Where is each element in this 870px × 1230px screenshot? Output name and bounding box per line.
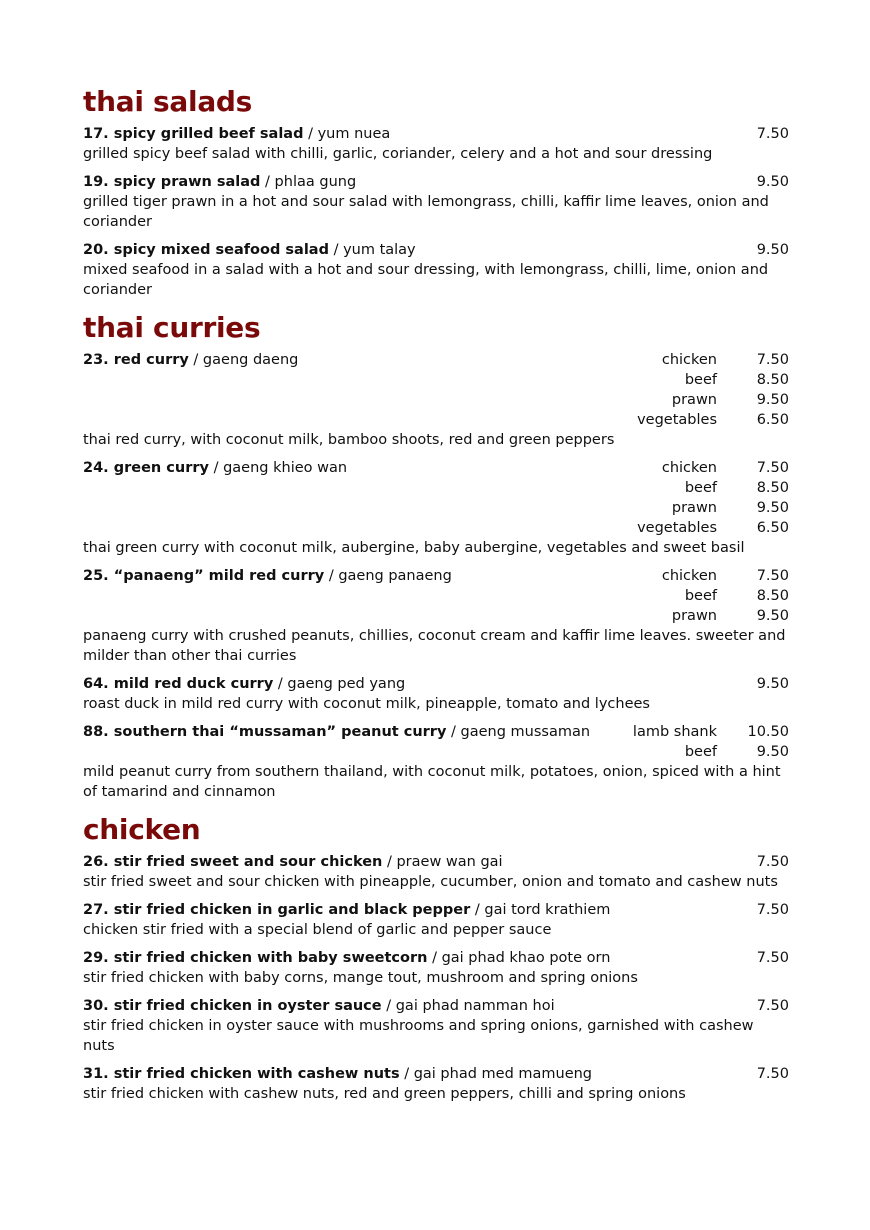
- menu-page: [83, 82, 789, 1112]
- item-thai-name: / yum talay: [328, 242, 416, 258]
- option-price: 9.50: [756, 500, 789, 516]
- item-price: 9.50: [756, 676, 789, 692]
- item-name: 24. green curry: [83, 460, 209, 476]
- menu-item: [83, 852, 789, 892]
- menu-item: [83, 350, 789, 450]
- item-name: 27. stir fried chicken in garlic and black pepper: [83, 902, 471, 918]
- section-title: thai salads: [83, 85, 253, 118]
- item-name: 20. spicy mixed seafood salad: [83, 242, 329, 258]
- option-label: lamb shank: [632, 724, 717, 740]
- option-row: [83, 370, 789, 390]
- item-price: 7.50: [756, 902, 789, 918]
- menu-item: [83, 996, 789, 1056]
- item-thai-name: / gaeng daeng: [188, 352, 299, 368]
- item-description: stir fried chicken with baby corns, mange tout, mushroom and spring onions: [83, 970, 638, 986]
- item-description: grilled tiger prawn in a hot and sour salad with lemongrass, chilli, kaffir lime leaves, onion and coriander: [83, 194, 769, 230]
- item-description: panaeng curry with crushed peanuts, chillies, coconut cream and kaffir lime leaves. sweeter and milder than other thai curries: [83, 628, 786, 664]
- item-thai-name: / gaeng panaeng: [324, 568, 452, 584]
- menu-item: [83, 172, 789, 232]
- option-row: [83, 390, 789, 410]
- item-thai-name: / gai tord krathiem: [470, 902, 611, 918]
- item-thai-name: / gaeng khieo wan: [208, 460, 348, 476]
- item-description: chicken stir fried with a special blend of garlic and pepper sauce: [83, 922, 552, 938]
- item-description: roast duck in mild red curry with coconut milk, pineapple, tomato and lychees: [83, 696, 650, 712]
- item-price: 7.50: [756, 998, 789, 1014]
- item-thai-name: / praew wan gai: [382, 854, 503, 870]
- option-label: prawn: [671, 608, 717, 624]
- option-label: chicken: [661, 460, 717, 476]
- option-label: chicken: [661, 568, 717, 584]
- item-thai-name: / gai phad namman hoi: [381, 998, 555, 1014]
- section-title: chicken: [83, 813, 201, 846]
- option-label: beef: [684, 588, 717, 604]
- item-price: 7.50: [756, 126, 789, 142]
- menu-item: [83, 1064, 789, 1104]
- menu-item: [83, 458, 789, 558]
- option-label: chicken: [661, 352, 717, 368]
- option-price: 8.50: [756, 480, 789, 496]
- menu-item: [83, 240, 789, 300]
- section-chicken: [83, 810, 789, 1104]
- item-description: stir fried chicken with cashew nuts, red and green peppers, chilli and spring onions: [83, 1086, 686, 1102]
- option-label: prawn: [671, 392, 717, 408]
- option-row: [83, 742, 789, 762]
- menu-item: [83, 948, 789, 988]
- item-price: 9.50: [756, 242, 789, 258]
- option-price: 9.50: [756, 392, 789, 408]
- item-price: 7.50: [756, 950, 789, 966]
- option-price: 9.50: [756, 608, 789, 624]
- section-thai-curries: [83, 308, 789, 802]
- option-label: prawn: [671, 500, 717, 516]
- item-thai-name: / gai phad khao pote orn: [427, 950, 611, 966]
- item-thai-name: / phlaa gung: [260, 174, 357, 190]
- option-price: 6.50: [756, 520, 789, 536]
- option-price: 6.50: [756, 412, 789, 428]
- option-price: 7.50: [756, 568, 789, 584]
- item-name: 30. stir fried chicken in oyster sauce: [83, 998, 382, 1014]
- item-name: 17. spicy grilled beef salad: [83, 126, 304, 142]
- option-row: [83, 518, 789, 538]
- option-price: 9.50: [756, 744, 789, 760]
- item-description: mixed seafood in a salad with a hot and sour dressing, with lemongrass, chilli, lime, onion and coriander: [83, 262, 769, 298]
- item-name: 25. “panaeng” mild red curry: [83, 568, 325, 584]
- item-description: thai green curry with coconut milk, aubergine, baby aubergine, vegetables and sweet basil: [83, 540, 745, 556]
- option-label: vegetables: [637, 520, 717, 536]
- item-name: 64. mild red duck curry: [83, 676, 274, 692]
- option-row: [83, 498, 789, 518]
- option-price: 7.50: [756, 352, 789, 368]
- option-price: 8.50: [756, 372, 789, 388]
- item-price: 9.50: [756, 174, 789, 190]
- item-name: 23. red curry: [83, 352, 189, 368]
- option-label: vegetables: [637, 412, 717, 428]
- item-thai-name: / gai phad med mamueng: [399, 1066, 593, 1082]
- option-label: beef: [684, 744, 717, 760]
- option-price: 7.50: [756, 460, 789, 476]
- item-name: 19. spicy prawn salad: [83, 174, 261, 190]
- item-thai-name: / gaeng ped yang: [273, 676, 406, 692]
- item-description: thai red curry, with coconut milk, bamboo shoots, red and green peppers: [83, 432, 615, 448]
- menu-item: [83, 124, 789, 164]
- item-description: grilled spicy beef salad with chilli, garlic, coriander, celery and a hot and sour dressing: [83, 146, 713, 162]
- option-row: [83, 410, 789, 430]
- menu-item: [83, 566, 789, 666]
- option-row: [83, 606, 789, 626]
- section-title: thai curries: [83, 311, 261, 344]
- option-price: 10.50: [747, 724, 789, 740]
- item-name: 29. stir fried chicken with baby sweetcorn: [83, 950, 428, 966]
- item-name: 88. southern thai “mussaman” peanut curry: [83, 724, 447, 740]
- item-name: 31. stir fried chicken with cashew nuts: [83, 1066, 400, 1082]
- option-label: beef: [684, 372, 717, 388]
- item-description: mild peanut curry from southern thailand, with coconut milk, potatoes, onion, spiced with a hint of tamarind and cinnamon: [83, 764, 781, 800]
- item-name: 26. stir fried sweet and sour chicken: [83, 854, 383, 870]
- menu-item: [83, 722, 789, 802]
- option-row: [83, 586, 789, 606]
- menu-item: [83, 900, 789, 940]
- option-label: beef: [684, 480, 717, 496]
- item-thai-name: / gaeng mussaman: [446, 724, 591, 740]
- section-thai-salads: [83, 82, 789, 300]
- item-price: 7.50: [756, 854, 789, 870]
- option-price: 8.50: [756, 588, 789, 604]
- item-price: 7.50: [756, 1066, 789, 1082]
- item-description: stir fried chicken in oyster sauce with mushrooms and spring onions, garnished with cashew nuts: [83, 1018, 754, 1054]
- item-thai-name: / yum nuea: [303, 126, 391, 142]
- item-description: stir fried sweet and sour chicken with pineapple, cucumber, onion and tomato and cashew nuts: [83, 874, 778, 890]
- menu-item: [83, 674, 789, 714]
- option-row: [83, 478, 789, 498]
